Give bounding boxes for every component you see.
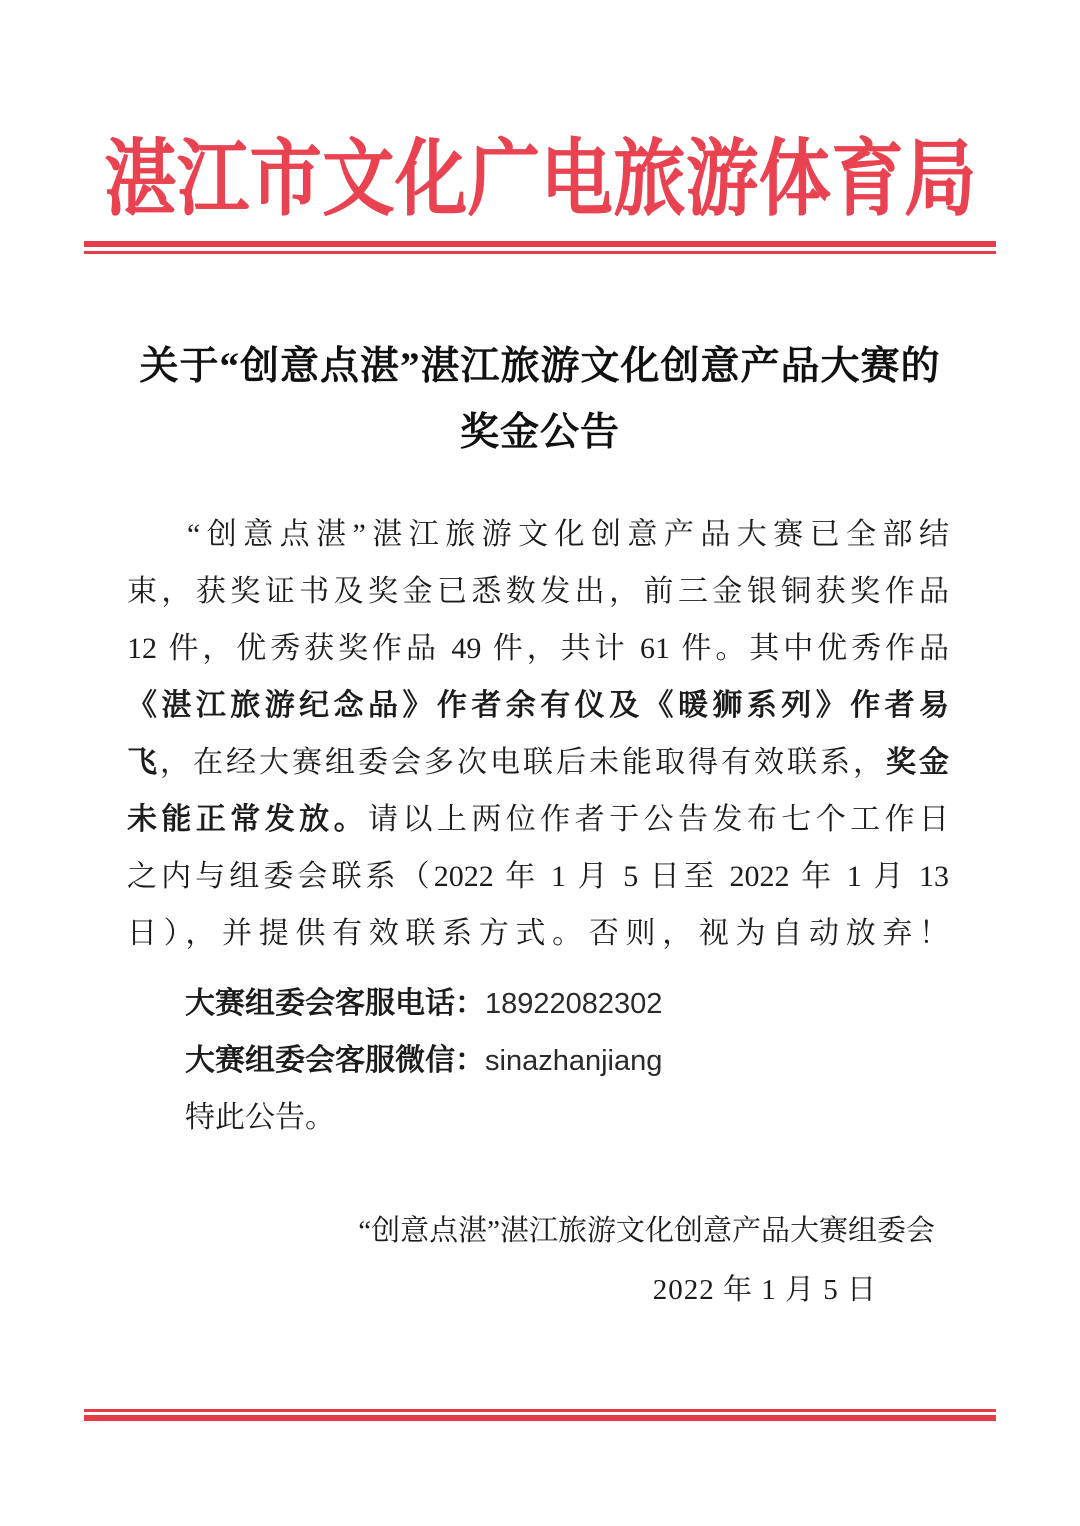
header-divider [84,241,996,254]
body-paragraph [127,506,949,962]
body-text-segment-bold: 《湛江旅游纪念品》作者余有仪及《暖狮系列》作者易 [127,689,949,722]
body-text-segment-bold: 飞 [127,746,160,779]
body-text-segment: “创意点湛”湛江旅游文化创意产品大赛已全部结 [187,518,949,551]
body-text-segment: 请以上两位作者于公告发布七个工作日 [368,803,950,836]
signature-date: 2022 年 1 月 5 日 [652,1274,877,1306]
footer-divider [84,1409,996,1421]
body-text-segment-bold: 未能正常发放。 [127,803,369,836]
body-line-8 [127,905,949,962]
contact-phone-line [127,975,949,1032]
header-divider-thin-line [84,251,996,254]
agency-header-title: 湛江市文化广电旅游体育局 [104,133,976,227]
header-divider-thick-line [84,241,996,247]
doc-title-line-2: 奖金公告 [459,411,620,454]
contact-phone-label: 大赛组委会客服电话： [185,987,485,1020]
contact-block [127,975,949,1146]
body-text-segment: 日），并提供有效联系方式。否则，视为自动放弃！ [127,917,949,950]
body-line-2 [127,563,949,620]
body-line-5 [127,734,949,791]
signature-org: “创意点湛”湛江旅游文化创意产品大赛组委会 [358,1215,935,1247]
body-text-segment: 12 件，优秀获奖作品 49 件，共计 61 件。其中优秀作品 [127,632,949,665]
body-line-4 [127,677,949,734]
contact-wechat-value: sinazhanjiang [485,1045,663,1077]
contact-wechat-label: 大赛组委会客服微信： [185,1044,485,1077]
body-line-7 [127,848,949,905]
body-text-segment: 之内与组委会联系（2022 年 1 月 5 日至 2022 年 1 月 13 [127,860,949,893]
body-line-1 [127,506,949,563]
footer-divider-thin-line [84,1409,996,1412]
doc-title-line-1: 关于“创意点湛”湛江旅游文化创意产品大赛的 [139,345,941,388]
closing-line [127,1089,949,1146]
signature-block [358,1202,935,1320]
closing-text: 特此公告。 [185,1101,335,1134]
footer-divider-thick-line [84,1415,996,1421]
body-text-segment: ，在经大赛组委会多次电联后未能取得有效联系， [160,746,886,779]
body-line-3 [127,620,949,677]
contact-wechat-line [127,1032,949,1089]
contact-phone-value: 18922082302 [485,988,663,1020]
body-line-6 [127,791,949,848]
doc-title [0,334,1080,466]
body-text-segment-bold: 奖金 [886,746,949,779]
body-text-segment: 束，获奖证书及奖金已悉数发出，前三金银铜获奖作品 [127,575,949,608]
